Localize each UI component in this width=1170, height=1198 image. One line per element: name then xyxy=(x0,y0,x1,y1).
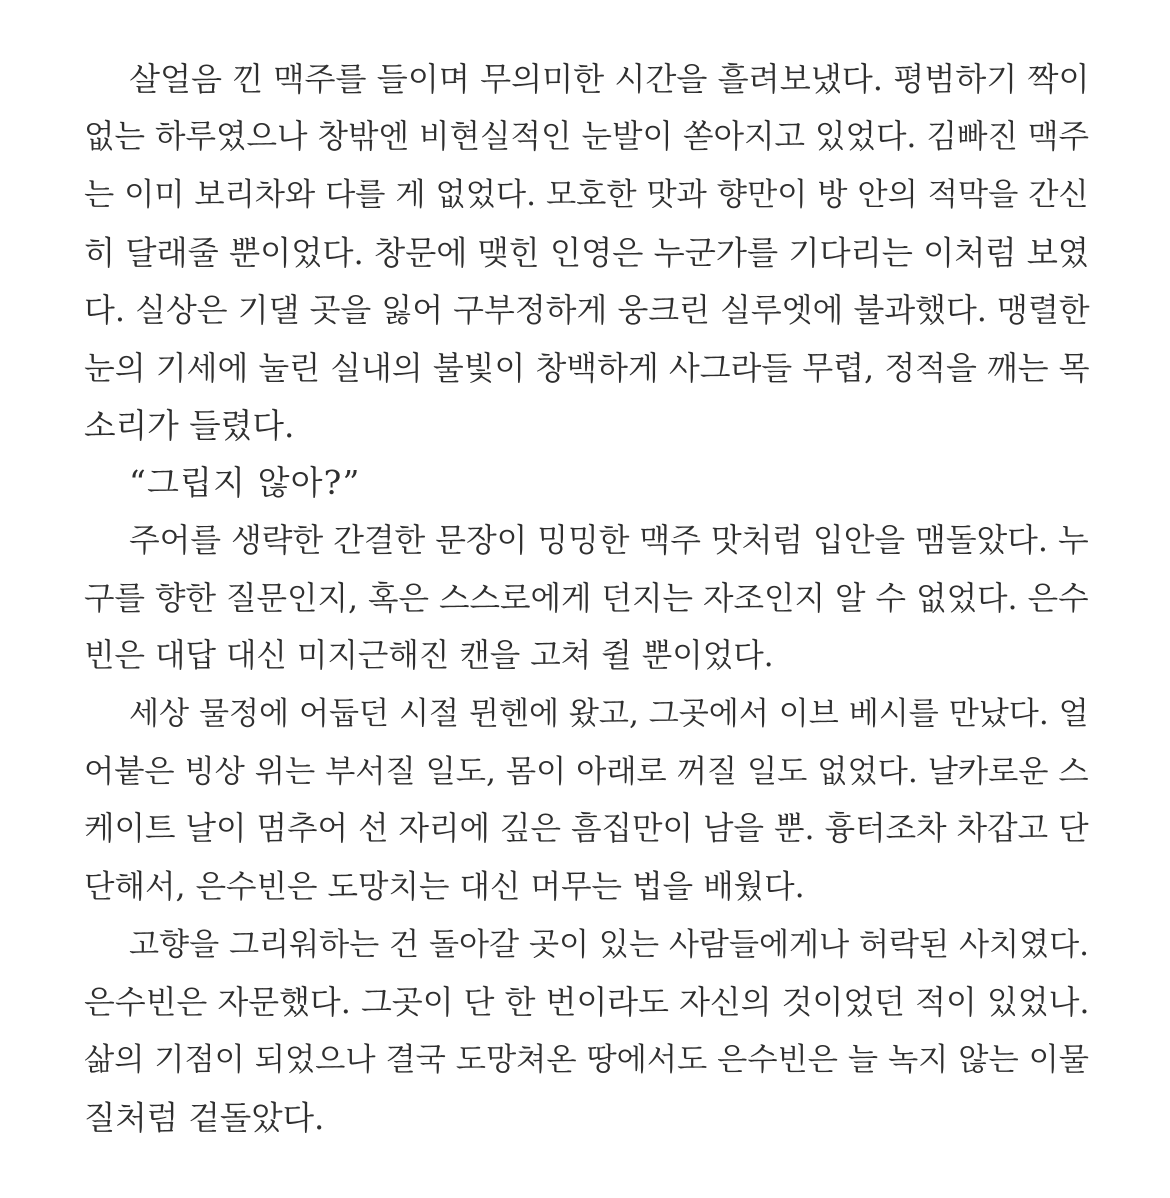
text-line: 삶의 기점이 되었으나 결국 도망쳐온 땅에서도 은수빈은 늘 녹지 않는 이물 xyxy=(84,1042,1089,1078)
text-line: 없는 하루였으나 창밖엔 비현실적인 눈발이 쏟아지고 있었다. 김빠진 맥주 xyxy=(84,119,1089,155)
text-line: 단해서, 은수빈은 도망치는 대신 머무는 법을 배웠다. xyxy=(84,869,805,905)
text-line: 주어를 생략한 간결한 문장이 밍밍한 맥주 맛처럼 입안을 맴돌았다. 누 xyxy=(129,523,1089,559)
text-line: 질처럼 겉돌았다. xyxy=(84,1099,325,1137)
text-line: 살얼음 낀 맥주를 들이며 무의미한 시간을 흘려보냈다. 평범하기 짝이 xyxy=(129,60,1090,98)
text-line: 다. 실상은 기댈 곳을 잃어 구부정하게 웅크린 실루엣에 불과했다. 맹렬한 xyxy=(84,291,1090,329)
text-line: 구를 향한 질문인지, 혹은 스스로에게 던지는 자조인지 알 수 없었다. 은수 xyxy=(84,581,1089,617)
text-line: 은수빈은 자문했다. 그곳이 단 한 번이라도 자신의 것이었던 적이 있었나. xyxy=(84,983,1090,1021)
dialogue-line: “그립지 않아?” xyxy=(129,463,361,502)
text-line: 소리가 들렸다. xyxy=(84,407,295,445)
text-line: 는 이미 보리차와 다를 게 없었다. 모호한 맛과 향만이 방 안의 적막을 간신 xyxy=(84,177,1089,213)
text-line: 히 달래줄 뿐이었다. 창문에 맺힌 인영은 누군가를 기다리는 이처럼 보였 xyxy=(84,234,1089,272)
text-line: 빈은 대답 대신 미지근해진 캔을 고쳐 쥘 뿐이었다. xyxy=(84,638,774,674)
text-line: 고향을 그리워하는 건 돌아갈 곳이 있는 사람들에게나 허락된 사치였다. xyxy=(129,927,1090,963)
text-line: 어붙은 빙상 위는 부서질 일도, 몸이 아래로 꺼질 일도 없었다. 날카로운 스 xyxy=(84,754,1089,790)
text-line: 눈의 기세에 눌린 실내의 불빛이 창백하게 사그라들 무렵, 정적을 깨는 목 xyxy=(84,349,1090,387)
text-line: 세상 물정에 어둡던 시절 뮌헨에 왔고, 그곳에서 이브 베시를 만났다. 얼 xyxy=(129,696,1089,732)
text-line: 케이트 날이 멈추어 선 자리에 깊은 흠집만이 남을 뿐. 흉터조차 차갑고 단 xyxy=(84,811,1089,847)
